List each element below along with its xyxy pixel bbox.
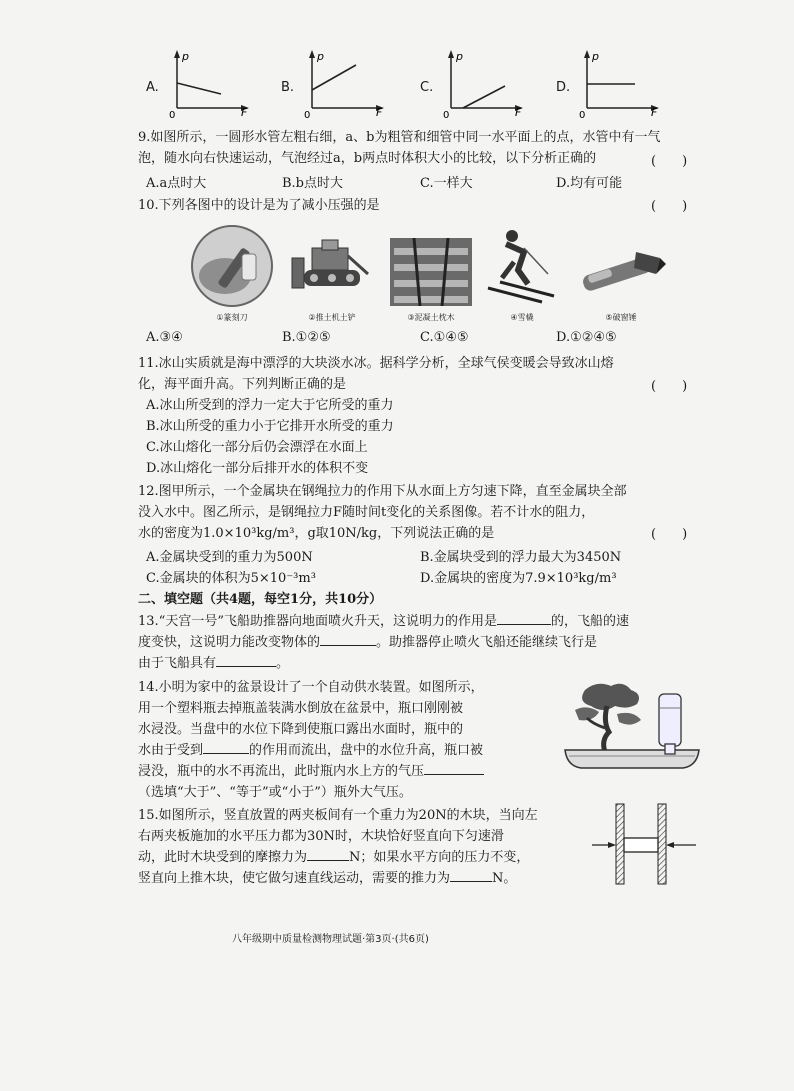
graph-option-a-letter: A. (146, 80, 159, 95)
q12-line-2: 没入水中。图乙所示，是钢绳拉力F随时间t变化的关系图像。若不计水的阻力， (138, 505, 595, 520)
q13-line-3a: 由于飞船具有 (138, 656, 217, 671)
graph-a-origin: 0 (169, 110, 176, 118)
q14-line-1: 14.小明为家中的盆景设计了一个自动供水装置。如图所示， (138, 680, 484, 695)
railway-sleeper-image (390, 238, 472, 306)
graph-a-ylabel: p (182, 50, 189, 63)
graph-option-b-letter: B. (281, 80, 295, 95)
q9-line-2: 泡，随水向右快速运动，气泡经过a，b两点时体积大小的比较，以下分析正确的 (138, 151, 597, 166)
graph-c-xlabel: F (515, 106, 522, 118)
q9-option-d: D.均有可能 (556, 176, 623, 191)
q13-line-2b: 。助推器停止喷火飞船还能继续飞行是 (376, 635, 598, 650)
question-13 (138, 611, 718, 674)
bulldozer-icon (288, 234, 376, 304)
q11-option-b: B.冰山所受的重力小于它排开水所受的重力 (146, 419, 394, 434)
graph-a-xlabel: F (241, 106, 248, 118)
bulldozer-image (288, 234, 376, 304)
q10-option-d: D.①②④⑤ (556, 330, 617, 345)
q14-line-2: 用一个塑料瓶去掉瓶盖装满水倒放在盆景中，瓶口刚刚被 (138, 701, 464, 716)
q15-line-3a: 动，此时木块受到的摩擦力为 (138, 850, 308, 865)
q10-stem: 10.下列各图中的设计是为了减小压强的是 (138, 198, 380, 213)
graph-b-origin: 0 (304, 110, 311, 118)
graph-option-a (163, 48, 258, 118)
q15-blank-1[interactable] (307, 848, 349, 861)
skier-image (484, 222, 560, 308)
q12-line-1: 12.图甲所示，一个金属块在钢绳拉力的作用下从水面上方匀速下降，直至金属块全部 (138, 484, 627, 499)
graph-option-c (437, 48, 532, 118)
q12-answer-paren: ( ) (651, 527, 688, 542)
q13-line-1a: 13.“天宫一号”飞船助推器向地面喷火升天，这说明力的作用是 (138, 614, 497, 629)
q15-blank-2[interactable] (450, 869, 492, 882)
q15-line-4a: 竖直向上推木块，使它做匀速直线运动，需要的推力为 (138, 871, 451, 886)
graph-b-ylabel: p (317, 50, 324, 63)
q12-option-a: A.金属块受到的重力为500N (146, 550, 313, 565)
q14-line-4a: 水由于受到 (138, 743, 204, 758)
q12-option-b: B.金属块受到的浮力最大为3450N (420, 550, 622, 565)
q12-line-3: 水的密度为1.0×10³kg/m³，g取10N/kg，下列说法正确的是 (138, 526, 495, 541)
q14-line-3: 水浸没。当盘中的水位下降到使瓶口露出水面时，瓶中的 (138, 722, 464, 737)
q10-caption-3: ③泥凝土枕木 (407, 313, 455, 322)
q10-answer-paren: ( ) (651, 199, 688, 214)
q9-line-1: 9.如图所示，一圆形水管左粗右细，a、b为粗管和细管中同一水平面上的点，水管中有一气 (138, 130, 661, 145)
q13-line-3b: 。 (276, 656, 290, 671)
q10-caption-5: ⑤破窗锤 (605, 313, 637, 322)
q13-line-1b: 的，飞船的速 (550, 614, 629, 629)
graph-b-xlabel: F (376, 106, 383, 118)
railway-sleeper-icon (390, 238, 472, 306)
graph-c-origin: 0 (443, 110, 450, 118)
q11-answer-paren: ( ) (651, 379, 688, 394)
graph-option-c-letter: C. (420, 80, 434, 95)
question-9 (138, 127, 708, 169)
graph-c-ylabel: p (456, 50, 463, 63)
graph-d-origin: 0 (579, 110, 586, 118)
q15-line-1: 15.如图所示，竖直放置的两夹板间有一个重力为20N的木块，当向左 (138, 808, 538, 823)
q15-line-2: 右两夹板施加的水平压力都为30N时，木块恰好竖直向下匀速滑 (138, 829, 504, 844)
carving-knife-image (187, 224, 277, 309)
q14-blank-2[interactable] (424, 762, 484, 775)
q9-option-a: A.a点时大 (146, 176, 207, 191)
q10-caption-1: ①篆刻刀 (216, 313, 248, 322)
graph-d-xlabel: F (651, 106, 658, 118)
question-15 (138, 805, 638, 889)
question-14 (138, 677, 558, 803)
q13-blank-1[interactable] (497, 612, 551, 625)
q13-line-2a: 度变快，这说明力能改变物体的 (138, 635, 321, 650)
q13-blank-3[interactable] (216, 654, 276, 667)
graph-option-d (573, 48, 668, 118)
graph-option-b (298, 48, 393, 118)
graph-d-ylabel: p (592, 50, 599, 63)
skier-icon (484, 222, 560, 308)
window-hammer-icon (574, 244, 668, 304)
graph-option-d-letter: D. (556, 80, 571, 95)
q12-option-d: D.金属块的密度为7.9×10³kg/m³ (420, 571, 617, 586)
q15-line-4b: N。 (492, 871, 517, 886)
q9-option-c: C.一样大 (420, 176, 473, 191)
q11-option-c: C.冰山熔化一部分后仍会漂浮在水面上 (146, 440, 368, 455)
q10-caption-2: ②推土机土铲 (308, 313, 356, 322)
q10-option-a: A.③④ (146, 330, 183, 345)
q12-option-c: C.金属块的体积为5×10⁻³m³ (146, 571, 316, 586)
q14-blank-1[interactable] (203, 741, 249, 754)
question-11 (138, 353, 718, 479)
section-2-heading: 二、填空题（共4题，每空1分，共10分） (138, 592, 383, 607)
bonsai-water-supply-figure (557, 676, 707, 776)
q14-line-6: （选填“大于”、“等于”或“小于”）瓶外大气压。 (138, 785, 412, 800)
carving-knife-icon (187, 224, 277, 309)
q11-option-d: D.冰山熔化一部分后排开水的体积不变 (146, 461, 369, 476)
q10-option-c: C.①④⑤ (420, 330, 469, 345)
q11-option-a: A.冰山所受到的浮力一定大于它所受的重力 (146, 398, 394, 413)
q9-answer-paren: ( ) (651, 154, 688, 169)
q10-option-b: B.①②⑤ (282, 330, 331, 345)
q14-line-5: 浸没，瓶中的水不再流出，此时瓶内水上方的气压 (138, 764, 425, 779)
clamp-board-figure (588, 800, 702, 888)
q11-line-1: 11.冰山实质就是海中漂浮的大块淡水冰。据科学分析，全球气侯变暖会导致冰山熔 (138, 356, 614, 371)
q13-blank-2[interactable] (320, 633, 376, 646)
q10-caption-4: ④雪橇 (510, 313, 534, 322)
q15-line-3b: N；如果水平方向的压力不变， (349, 850, 530, 865)
q11-line-2: 化，海平面升高。下列判断正确的是 (138, 377, 347, 392)
question-12 (138, 481, 718, 544)
page-footer: 八年级期中质量检测物理试题·第3页·(共6页) (232, 934, 429, 945)
window-hammer-image (574, 244, 668, 304)
q14-line-4b: 的作用而流出，盘中的水位升高，瓶口被 (249, 743, 484, 758)
q9-option-b: B.b点时大 (282, 176, 344, 191)
